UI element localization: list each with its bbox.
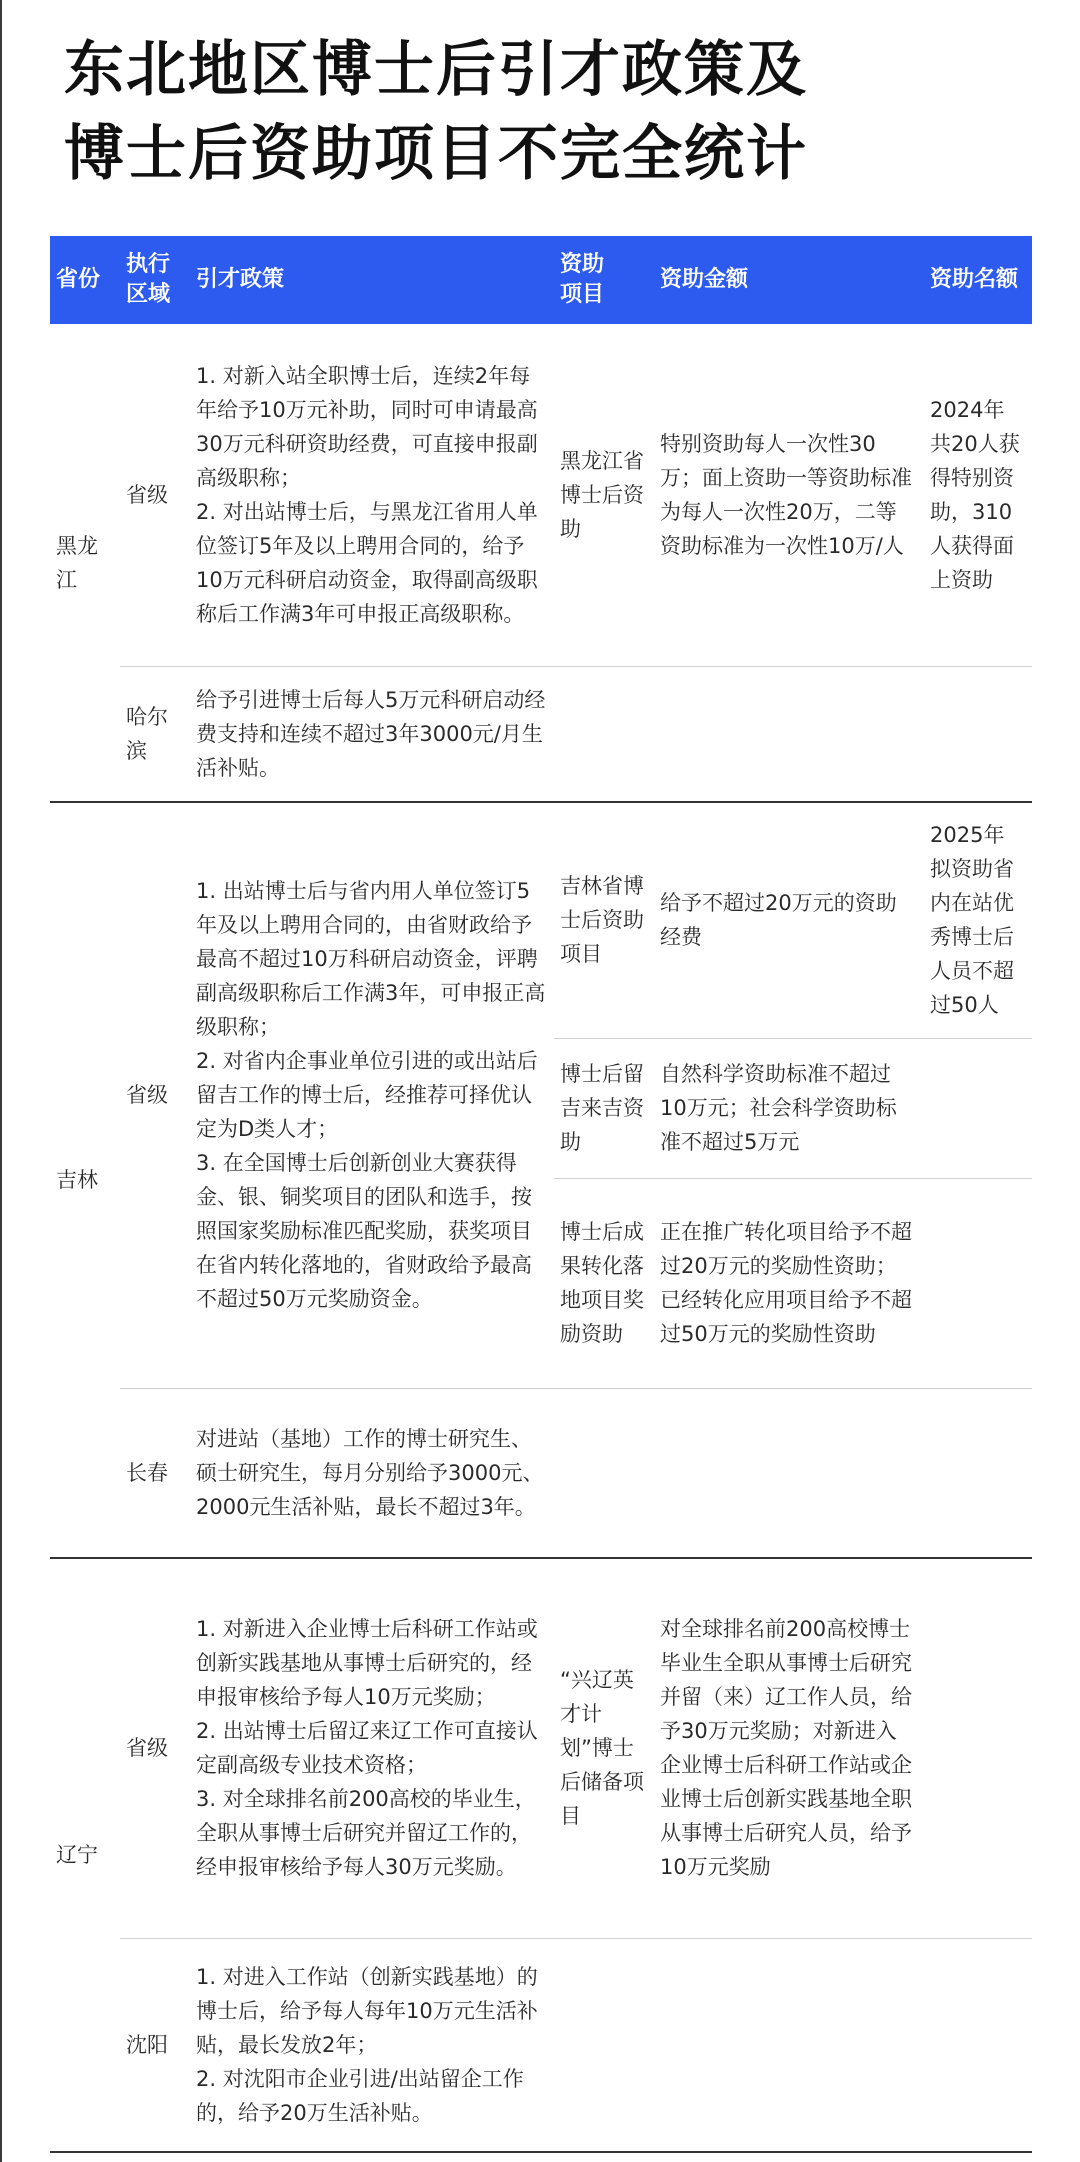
province-jilin: 吉林: [50, 802, 120, 1558]
project-cell: 黑龙江省博士后资助: [560, 448, 644, 541]
header-policy: 引才政策: [190, 236, 554, 324]
header-amount: 资助金额: [654, 236, 924, 324]
quota-cell: [924, 666, 1032, 802]
amount-cell: [654, 1938, 924, 2152]
table-row: [50, 802, 1032, 1038]
policy-cell: 1. 对新进入企业博士后科研工作站或创新实践基地从事博士后研究的，经申报审核给予每人10万元奖励； 2. 出站博士后留辽来辽工作可直接认定副高级专业技术资格； 3. 对全球排名前200高校的毕业生，全职从事博士后研究并留辽工作的，经申报审核给予每人30万元奖励。: [196, 1617, 538, 1880]
amount-cell: [654, 666, 924, 802]
amount-cell: 自然科学资助标准不超过10万元；社会科学资助标准不超过5万元: [654, 1038, 924, 1178]
page-title-line1: 东北地区博士后引才政策及: [64, 35, 808, 105]
quota-cell: [924, 1558, 1032, 1938]
policy-cell: 对进站（基地）工作的博士研究生、硕士研究生，每月分别给予3000元、2000元生活补贴，最长不超过3年。: [190, 1388, 554, 1558]
quota-cell: [924, 1938, 1032, 2152]
policy-cell: 给予引进博士后每人5万元科研启动经费支持和连续不超过3年3000元/月生活补贴。: [190, 666, 554, 802]
amount-cell: 正在推广转化项目给予不超过20万元的奖励性资助；已经转化应用项目给予不超过50万元的奖励性资助: [654, 1178, 924, 1388]
table-header-row: [50, 236, 1032, 324]
quota-cell: 2024年共20人获得特别资助，310人获得面上资助: [930, 397, 1020, 592]
project-cell: [554, 1388, 654, 1558]
project-cell: [554, 666, 654, 802]
page-title: [64, 28, 1044, 196]
page-title-line2: 博士后资助项目不完全统计: [64, 119, 808, 189]
project-cell: 吉林省博士后资助项目: [560, 874, 644, 967]
amount-cell: 对全球排名前200高校博士毕业生全职从事博士后研究并留（来）辽工作人员，给予30万元奖励；对新进入企业博士后科研工作站或企业博士后创新实践基地全职从事博士后研究人员，给予10万元奖励: [660, 1617, 912, 1880]
quota-cell: [924, 1038, 1032, 1178]
quota-cell: [924, 1388, 1032, 1558]
province-heilongjiang: 黑龙 江: [50, 324, 120, 802]
project-cell: 博士后留吉来吉资助: [554, 1038, 654, 1178]
quota-cell: [924, 1178, 1032, 1388]
header-project: 资助 项目: [554, 236, 654, 324]
quota-cell: 2025年拟资助省内在站优秀博士后人员不超过50人: [930, 823, 1014, 1018]
region-cell: 省级: [126, 482, 168, 507]
policy-cell: 1. 出站博士后与省内用人单位签订5年及以上聘用合同的，由省财政给予最高不超过10万科研启动资金，评聘副高级职称后工作满3年，可申报正高级职称； 2. 对省内企事业单位引进的或出站后留吉工作的博士后，经推荐可择优认定为D类人才； 3. 在全国博士后创新创业大赛获得金、银、铜奖项目的团队和选手，按照国家奖励标准匹配奖励，获奖项目在省内转化落地的，省财政给予最高不超过50万元奖励资金。: [196, 879, 546, 1312]
policy-cell: 1. 对进入工作站（创新实践基地）的博士后，给予每人每年10万元生活补贴，最长发放2年； 2. 对沈阳市企业引进/出站留企工作的，给予20万生活补贴。: [190, 1938, 554, 2152]
left-edge-rule: [0, 0, 2, 2162]
header-region: 执行 区域: [120, 236, 190, 324]
amount-cell: [654, 1388, 924, 1558]
region-cell: 长春: [120, 1388, 190, 1558]
table-row: [50, 1388, 1032, 1558]
project-cell: “兴辽英才计划”博士后储备项目: [560, 1668, 644, 1829]
header-quota: 资助名额: [924, 236, 1032, 324]
header-province: 省份: [50, 236, 120, 324]
table-row: [50, 324, 1032, 666]
project-cell: 博士后成果转化落地项目奖励资助: [554, 1178, 654, 1388]
policy-table: [50, 236, 1032, 2153]
region-cell: 省级: [126, 1736, 168, 1761]
province-liaoning: 辽宁: [50, 1558, 120, 2152]
table-row: [50, 1938, 1032, 2152]
policy-cell: 1. 对新入站全职博士后，连续2年每年给予10万元补助，同时可申请最高30万元科研资助经费，可直接申报副高级职称； 2. 对出站博士后，与黑龙江省用人单位签订5年及以上聘用合同的，给予10万元科研启动资金，取得副高级职称后工作满3年可申报正高级职称。: [196, 363, 538, 626]
region-cell: 省级: [126, 1083, 168, 1108]
amount-cell: 给予不超过20万元的资助经费: [660, 891, 897, 950]
region-cell: 沈阳: [120, 1938, 190, 2152]
amount-cell: 特别资助每人一次性30万；面上资助一等资助标准为每人一次性20万，二等资助标准为一次性10万/人: [660, 431, 912, 558]
region-cell: 哈尔 滨: [120, 666, 190, 802]
project-cell: [554, 1938, 654, 2152]
table-row: [50, 1558, 1032, 1938]
table-row: [50, 666, 1032, 802]
